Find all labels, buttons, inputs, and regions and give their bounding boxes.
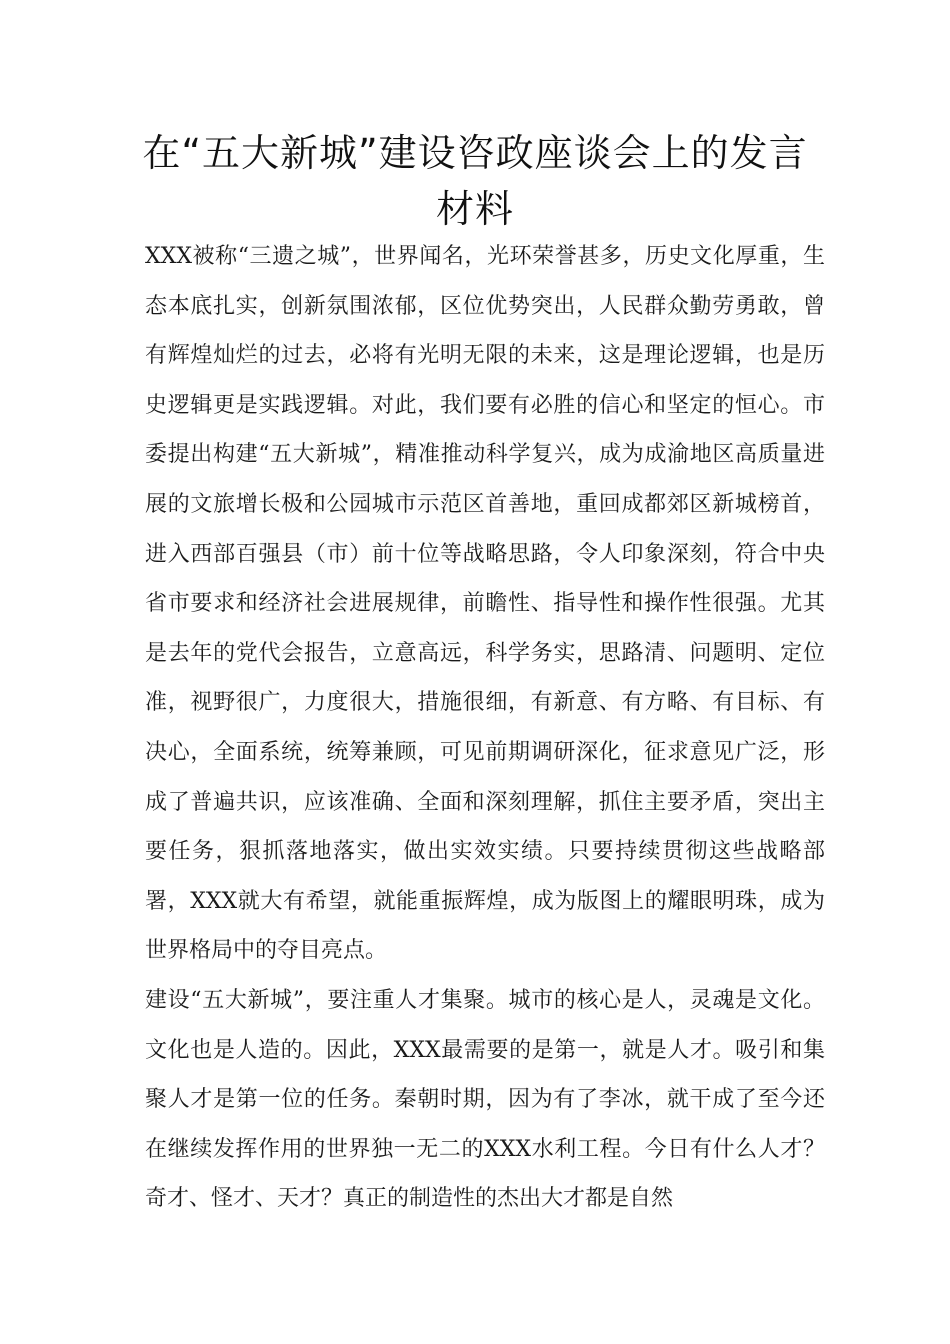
- paragraph-2: 建设“五大新城”，要注重人才集聚。城市的核心是人，灵魂是文化。文化也是人造的。因此，XXX最需要的是第一，就是人才。吸引和集聚人才是第一位的任务。秦朝时期，因为有了李冰，就干成了至今还在继续发挥作用的世界独一无二的XXX水利工程。今日有什么人才？奇才、怪才、天才？真正的制造性的杰出大才都是自然: [145, 987, 825, 1212]
- document-body: [145, 232, 825, 1224]
- paragraph-1: XXX被称“三遗之城”，世界闻名，光环荣誉甚多，历史文化厚重，生态本底扎实，创新氛围浓郁，区位优势突出，人民群众勤劳勇敢，曾有辉煌灿烂的过去，必将有光明无限的未来，这是理论逻辑，也是历史逻辑更是实践逻辑。对此，我们要有必胜的信心和坚定的恒心。市委提出构建“五大新城”，精准推动科学复兴，成为成渝地区高质量进展的文旅增长极和公园城市示范区首善地，重回成都郊区新城榜首，进入西部百强县（市）前十位等战略思路，令人印象深刻，符合中央省市要求和经济社会进展规律，前瞻性、指导性和操作性很强。尤其是去年的党代会报告，立意高远，科学务实，思路清、问题明、定位准，视野很广，力度很大，措施很细，有新意、有方略、有目标、有决心，全面系统，统筹兼顾，可见前期调研深化，征求意见广泛，形成了普遍共识，应该准确、全面和深刻理解，抓住主要矛盾，突出主要任务，狠抓落地落实，做出实效实绩。只要持续贯彻这些战略部署，XXX就大有希望，就能重振辉煌，成为版图上的耀眼明珠，成为世界格局中的夺目亮点。: [145, 244, 825, 964]
- document-title: 在“五大新城”建设咨政座谈会上的发言材料: [142, 131, 808, 231]
